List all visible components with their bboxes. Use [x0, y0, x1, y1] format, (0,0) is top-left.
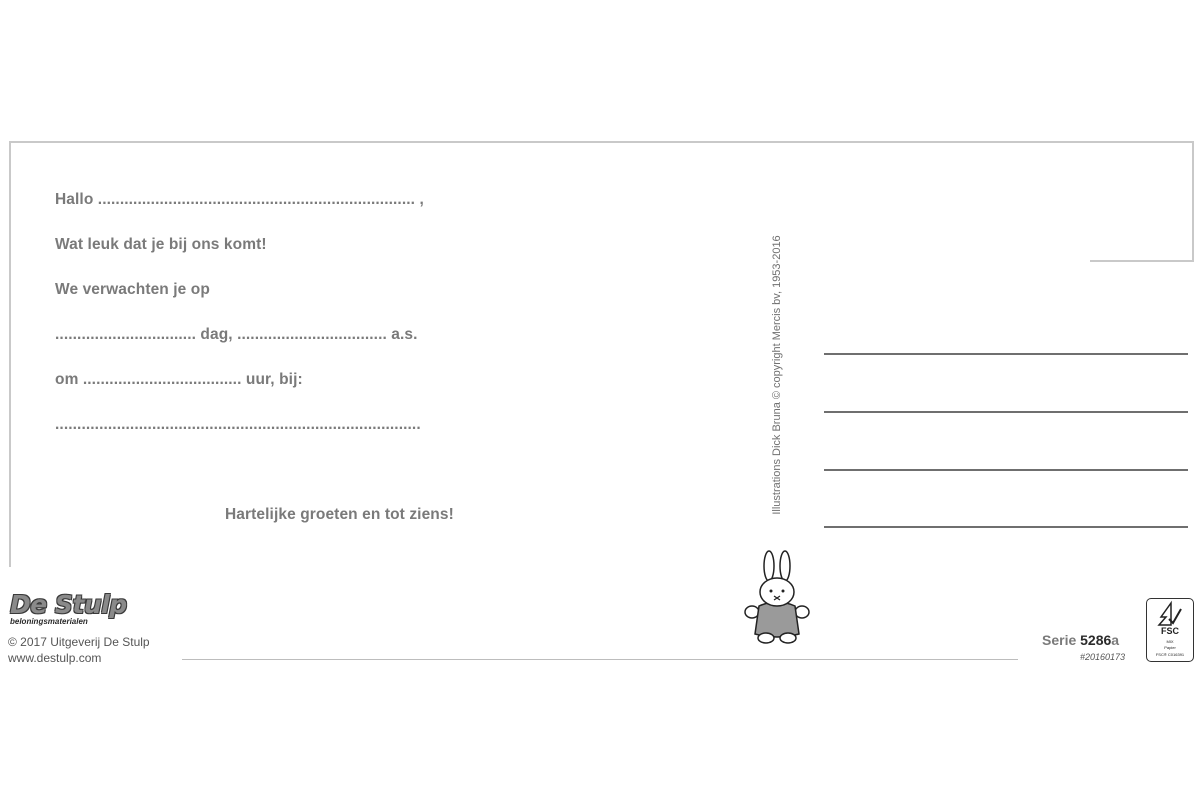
series-text: Serie: [1042, 632, 1077, 648]
miffy-icon: [742, 548, 812, 648]
closing-line: Hartelijke groeten en tot ziens!: [225, 506, 454, 523]
series-label: [1042, 632, 1119, 648]
day-date-line: ................................ dag, .................................. a.s.: [55, 326, 418, 343]
publisher-copyright: © 2017 Uitgeverij De Stulp: [8, 635, 150, 649]
fsc-code: FSC® C016391: [1155, 652, 1185, 657]
illustration-copyright: Illustrations Dick Bruna © copyright Mercis bv, 1953-2016: [771, 235, 783, 515]
welcome-line: Wat leuk dat je bij ons komt!: [55, 236, 267, 253]
footer-divider: [182, 659, 1018, 660]
fsc-mix: MIX: [1166, 639, 1174, 644]
greeting-line: Hallo ........................................................................ ,: [55, 191, 424, 208]
card-border-left: [9, 141, 11, 567]
logo-subtitle: beloningsmaterialen: [10, 617, 88, 626]
card-border-top: [9, 141, 1194, 143]
address-line: [824, 411, 1188, 413]
stamp-area-border: [1090, 260, 1194, 262]
address-line: [824, 526, 1188, 528]
location-line: ...................................................................................: [55, 416, 421, 433]
series-code: #20160173: [1080, 652, 1126, 662]
expect-line: We verwachten je op: [55, 281, 210, 298]
de-stulp-logo: [8, 590, 158, 630]
fsc-logo: [1146, 598, 1194, 662]
time-line: om .................................... uur, bij:: [55, 371, 303, 388]
series-suffix: a: [1111, 632, 1120, 648]
logo-text: De Stulp: [10, 590, 127, 619]
address-line: [824, 469, 1188, 471]
publisher-url: www.destulp.com: [8, 651, 102, 665]
card-border-right: [1192, 141, 1194, 262]
address-line: [824, 353, 1188, 355]
series-number: 5286: [1080, 632, 1112, 648]
fsc-text: FSC: [1161, 626, 1179, 636]
fsc-papier: Papier: [1164, 645, 1176, 650]
tree-check-icon: [1147, 599, 1195, 629]
